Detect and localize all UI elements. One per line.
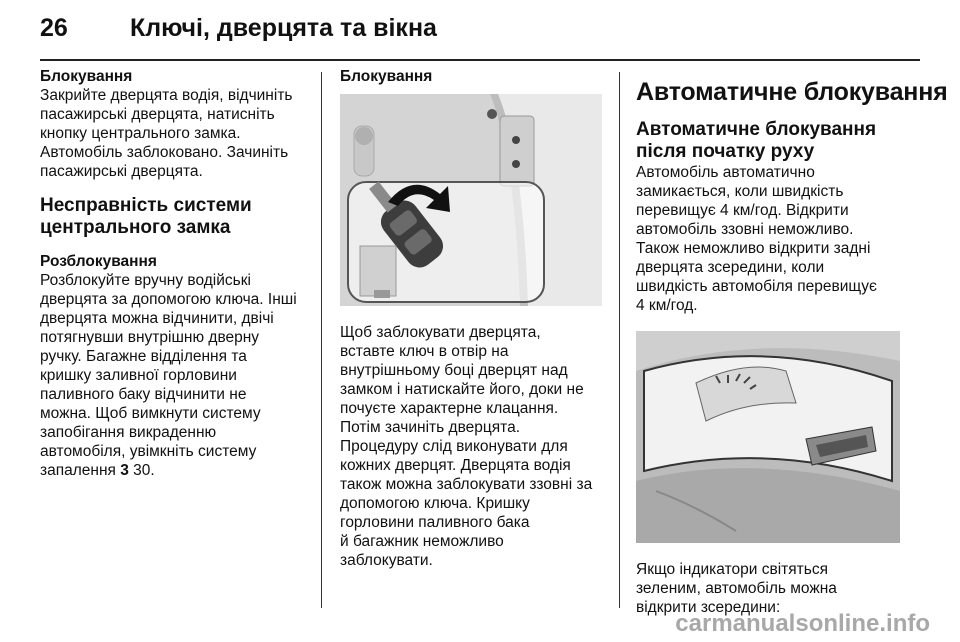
automatic-locking-title: Автоматичне блокування <box>636 78 948 106</box>
fault-heading: Несправність системи центрального замка <box>40 195 252 238</box>
page-header <box>40 14 920 54</box>
indicator-text: Якщо індикатори світяться зеленим, автомобіль можна відкрити зсередини: <box>636 561 837 616</box>
column-divider-left <box>321 72 322 608</box>
locking-heading-2: Блокування <box>340 68 433 85</box>
interior-handle-illustration <box>636 331 900 543</box>
column-middle <box>340 60 602 570</box>
auto-lock-subheading: Автоматичне блокування після початку руху <box>636 119 877 162</box>
unlocking-body: Розблокуйте вручну водійські дверцята за допомогою ключа. Інші дверцята можна відчинити, двічі потягнувши внутрішню дверну ручку. Багажне відділення та кришку заливної горловини паливного баку відчинити не можна. Щоб вимкнути систему запобігання викраденню автомобіля, увімкніть систему запалення <box>40 272 297 479</box>
column-right <box>636 60 948 617</box>
column-divider-right <box>619 72 620 608</box>
unlocking-heading: Розблокування <box>40 253 157 270</box>
watermark: carmanualsonline.info <box>675 610 930 637</box>
page-number: 26 <box>40 14 68 42</box>
locking-instructions: Щоб заблокувати дверцята, вставте ключ в отвір на внутрішньому боці дверцят над замком і натискайте його, доки не почуєте характерне клацання. Потім зачиніть дверцята. Процедуру слід виконувати для кожних дверцят. Дверцята водія також можна заблокувати ззовні за допомогою ключа. Кришку горловини паливного бака й багажник неможливо заблокувати. <box>340 324 593 569</box>
interior-handle-svg <box>636 331 900 543</box>
page-title: Ключі, дверцята та вікна <box>130 14 437 42</box>
door-lock-key-illustration <box>340 94 602 306</box>
door-lock-key-svg <box>340 94 602 306</box>
reference-arrow-icon: 3 <box>120 462 129 479</box>
column-left <box>40 60 312 480</box>
reference-page-link[interactable]: 30. <box>133 462 155 479</box>
unlocking-text <box>40 271 312 480</box>
auto-lock-text: Автомобіль автоматично замикається, коли швидкість перевищує 4 км/год. Відкрити автомобіль ззовні неможливо. Також неможливо відкрити задні дверцята зсередини, коли швидкість автомобіля перевищує 4 км/год. <box>636 164 877 314</box>
locking-text: Закрийте дверцята водія, відчиніть пасажирські дверцята, натисніть кнопку центрального замка. Автомобіль заблоковано. Зачиніть пасажирські дверцята. <box>40 87 293 180</box>
locking-heading: Блокування <box>40 68 133 85</box>
